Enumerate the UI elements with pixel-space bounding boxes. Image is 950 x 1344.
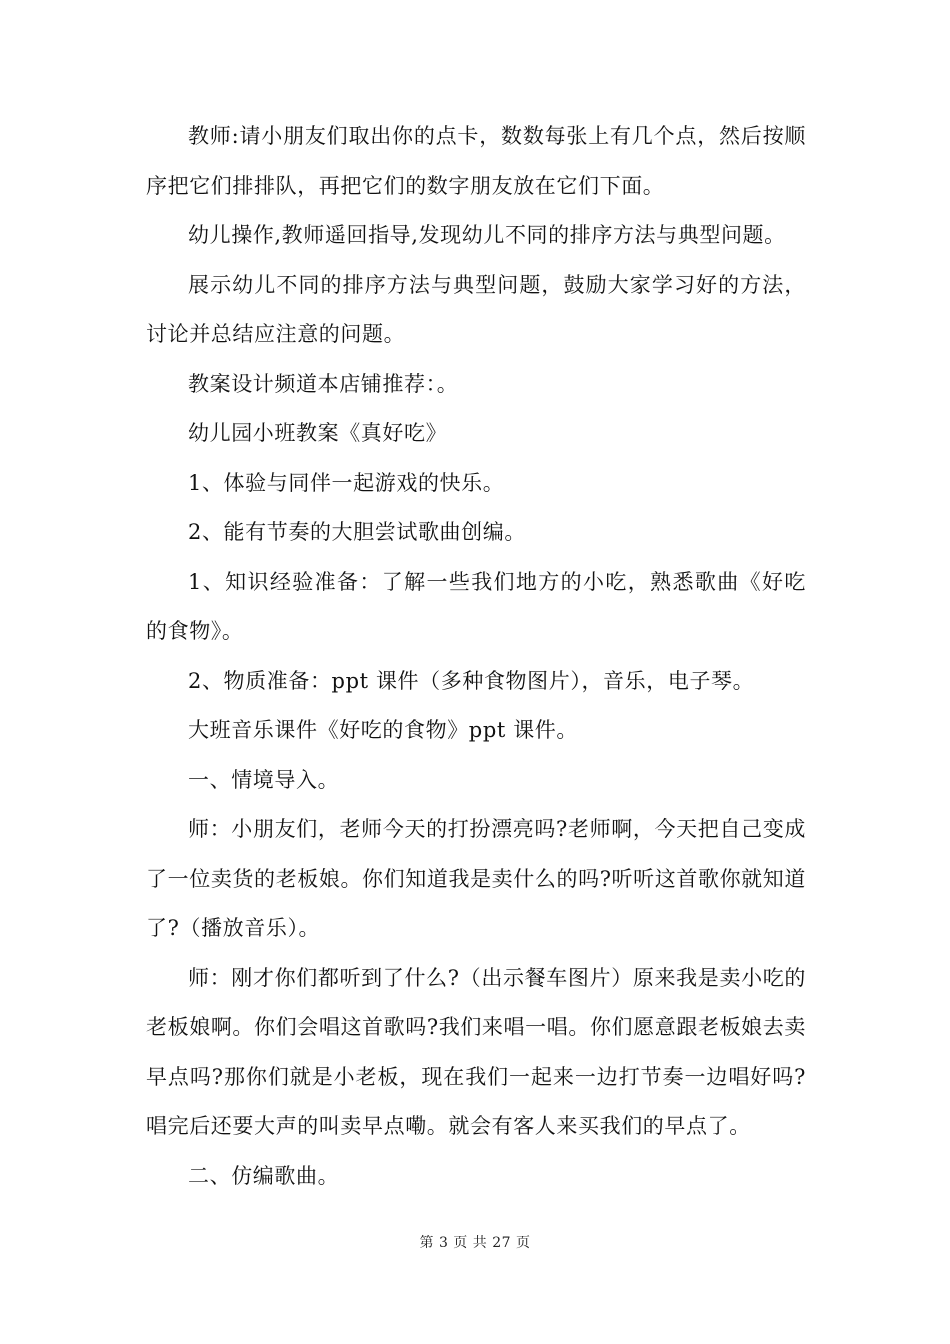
paragraph: 师：小朋友们，老师今天的打扮漂亮吗?老师啊，今天把自己变成了一位卖货的老板娘。你们知道我是卖什么的吗?听听这首歌你就知道了?（播放音乐）。 xyxy=(146,817,806,940)
paragraph: 2、能有节奏的大胆尝试歌曲创编。 xyxy=(188,520,526,544)
paragraph: 1、知识经验准备：了解一些我们地方的小吃，熟悉歌曲《好吃的食物》。 xyxy=(146,569,806,643)
paragraph: 大班音乐课件《好吃的食物》ppt 课件。 xyxy=(188,718,578,742)
paragraph: 教师:请小朋友们取出你的点卡，数数每张上有几个点，然后按顺序把它们排排队，再把它们的数字朋友放在它们下面。 xyxy=(146,124,806,198)
paragraph: 2、物质准备：ppt 课件（多种食物图片），音乐，电子琴。 xyxy=(188,668,755,693)
page-number-footer: 第 3 页 共 27 页 xyxy=(419,1235,531,1251)
paragraph: 1、体验与同伴一起游戏的快乐。 xyxy=(188,470,505,495)
paragraph: 师：刚才你们都听到了什么?（出示餐车图片）原来我是卖小吃的老板娘啊。你们会唱这首歌吗?我们来唱一唱。你们愿意跟老板娘去卖早点吗?那你们就是小老板，现在我们一起来一边打节奏一边唱好吗?唱完后还要大声的叫卖早点嘞。就会有客人来买我们的早点了。 xyxy=(146,965,806,1138)
document-body xyxy=(146,112,806,1201)
section-heading: 二、仿编歌曲。 xyxy=(188,1163,340,1188)
paragraph: 幼儿操作,教师遥回指导,发现幼儿不同的排序方法与典型问题。 xyxy=(188,223,786,247)
paragraph: 展示幼儿不同的排序方法与典型问题，鼓励大家学习好的方法，讨论并总结应注意的问题。 xyxy=(146,272,806,346)
section-heading: 一、情境导入。 xyxy=(188,767,340,792)
paragraph: 教案设计频道本店铺推荐：。 xyxy=(188,371,459,396)
lesson-title: 幼儿园小班教案《真好吃》 xyxy=(188,421,448,445)
